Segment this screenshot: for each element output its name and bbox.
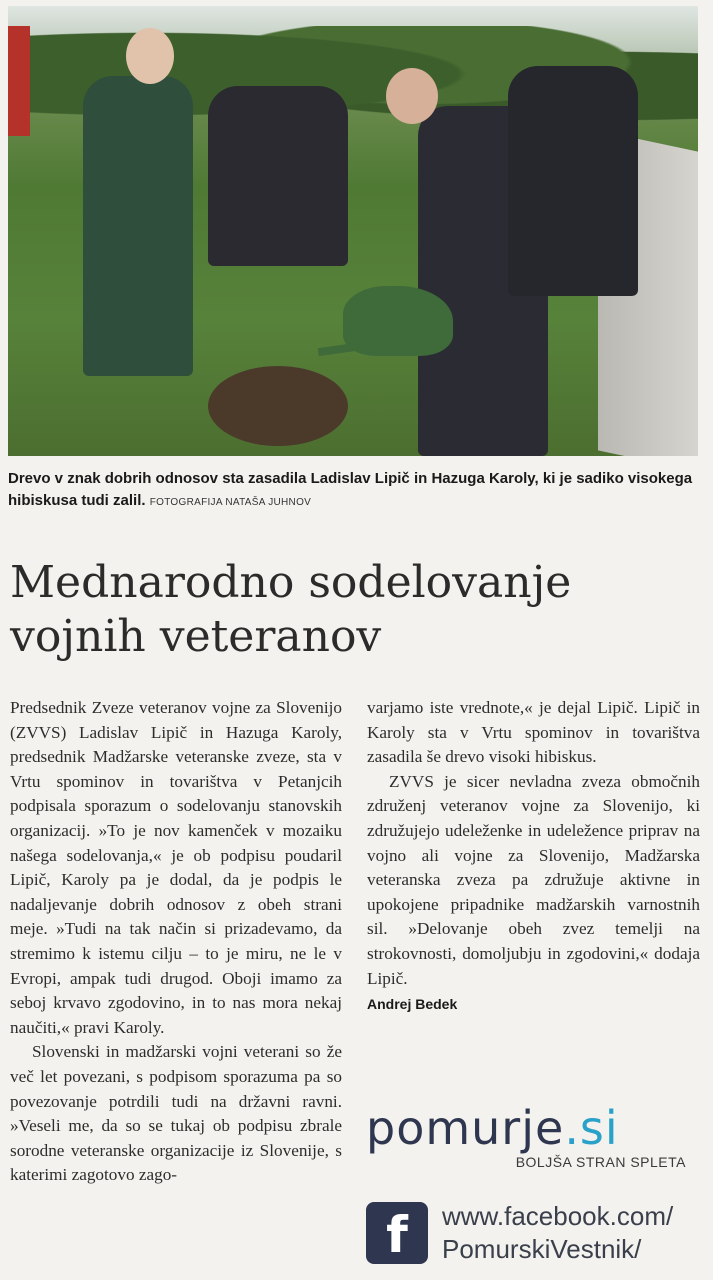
article-column-right [367, 696, 700, 1017]
photo-credit: FOTOGRAFIJA NATAŠA JUHNOV [149, 497, 312, 508]
facebook-url[interactable] [442, 1200, 706, 1266]
article-headline [10, 556, 700, 664]
article-author: Andrej Bedek [367, 996, 458, 1013]
headline-line-2: vojnih veteranov [10, 611, 382, 662]
article-paragraph: varjamo iste vrednote,« je dejal Lipič. Lipič in Karoly sta v Vrtu spominov in tovarištva zasadila še drevo visoki hibiskus. [367, 698, 700, 767]
article-photo [8, 6, 698, 456]
photo-soil-mound [208, 366, 348, 446]
photo-person-head [126, 28, 174, 84]
photo-person-group-back [208, 86, 348, 266]
photo-person-green-uniform [83, 76, 193, 376]
pomurje-brand [366, 1102, 700, 1154]
article-paragraph: Predsednik Zveze veteranov vojne za Slovenijo (ZVVS) Ladislav Lipič in Hazuga Karoly, predsednik Madžarske veteranske zveze, sta v Vrtu spominov in tovarištva v Petanjcih podpisala sporazum o sodelovanju stanovskih organizacij. »To je nov kamenček v mozaiku našega sodelovanja,« je ob podpisu poudaril Lipič, Karoly pa je dodal, da je podpis le nadaljevanje dobrih odnosov z obeh strani meje. »Tudi na tak način si prizadevamo, da stremimo k istemu cilju – to je miru, ne le v Evropi, ampak tudi drugod. Oboji imamo za seboj krvavo zgodovino, in to nas mora nekaj naučiti,« pravi Karoly. [10, 698, 342, 1037]
photo-person-head [386, 68, 438, 124]
facebook-url-line-1: www.facebook.com/ [442, 1201, 674, 1231]
photo-caption [8, 468, 698, 514]
facebook-ad[interactable] [366, 1200, 706, 1270]
brand-accent: .si [564, 1101, 619, 1155]
ad-tagline: BOLJŠA STRAN SPLETA [515, 1154, 686, 1170]
headline-line-1: Mednarodno sodelovanje [10, 557, 572, 608]
brand-main: pomurje [366, 1101, 565, 1155]
article-paragraph: ZVVS je sicer nevladna zveza območnih združenj veteranov vojne za Slovenijo, ki združujejo udeleženke in udeležence priprav na vojno ali vojne za Slovenijo, Madžarska veteranska zveza pa združuje aktivne in upokojene pripadnike madžarskih varnostnih sil. »Delovanje obeh zvez temelji na strokovnosti, domoljubju in zgodovini,« dodaja Lipič. [367, 771, 700, 988]
article-column-left [10, 696, 342, 1188]
facebook-icon: f [366, 1202, 428, 1264]
caption-text: Drevo v znak dobrih odnosov sta zasadila Ladislav Lipič in Hazuga Karoly, ki je sadiko visokega hibiskusa tudi zalil. [8, 470, 693, 509]
article-paragraph: Slovenski in madžarski vojni veterani so že več let povezani, s podpisom sporazuma pa so povezovanje potrdili tudi na državni ravni. »Veseli me, da so se tukaj ob podpisu zbrale sorodne veteranske organizacije iz Slovenije, s katerimi zagotovo zago- [10, 1042, 342, 1185]
photo-person-photographer [508, 66, 638, 296]
facebook-url-line-2: PomurskiVestnik/ [442, 1234, 642, 1264]
photo-flag [8, 26, 30, 136]
pomurje-ad-logo[interactable] [366, 1102, 700, 1170]
